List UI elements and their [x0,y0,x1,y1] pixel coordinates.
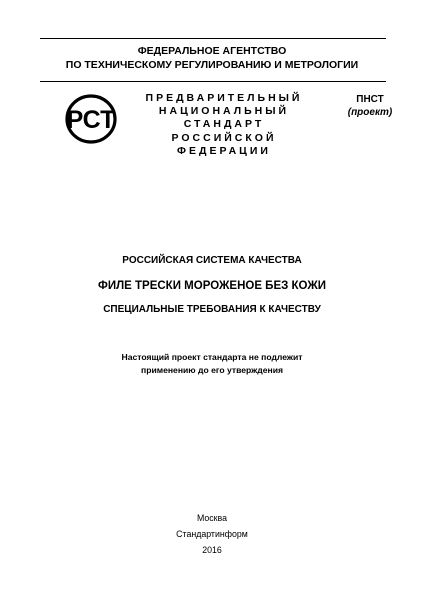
imprint [0,510,424,558]
designation-code: ПНСТ [356,94,384,105]
draft-notice [0,351,424,377]
document-title: ФИЛЕ ТРЕСКИ МОРОЖЕНОЕ БЕЗ КОЖИ [98,280,326,292]
standard-type-line-1: ПРЕДВАРИТЕЛЬНЫЙ [145,92,303,104]
standard-type-line-3: СТАНДАРТ [183,118,265,131]
middle-rule [40,81,386,82]
standard-type-line-4: РОССИЙСКОЙ [171,131,277,144]
standard-type-block [112,92,336,158]
imprint-publisher: Стандартинформ [176,529,248,539]
logo-letters: РСТ [66,106,116,134]
agency-line-2: ПО ТЕХНИЧЕСКОМУ РЕГУЛИРОВАНИЮ И МЕТРОЛОГИИ [65,59,359,71]
system-name: РОССИЙСКАЯ СИСТЕМА КАЧЕСТВА [122,255,302,266]
standard-type-line-2: НАЦИОНАЛЬНЫЙ [158,105,290,118]
notice-line-1: Настоящий проект стандарта не подлежит [121,352,303,362]
designation-block [334,93,406,119]
gost-r-logo-icon [64,93,118,145]
agency-header [0,44,424,72]
standard-type-line-5: ФЕДЕРАЦИИ [177,144,271,157]
top-rule [40,38,386,39]
imprint-city: Москва [196,513,228,523]
notice-line-2: применению до его утверждения [141,365,283,375]
agency-line-1: ФЕДЕРАЛЬНОЕ АГЕНТСТВО [137,45,287,57]
imprint-year: 2016 [202,545,222,555]
document-subtitle: СПЕЦИАЛЬНЫЕ ТРЕБОВАНИЯ К КАЧЕСТВУ [103,304,321,315]
designation-status: (проект) [347,107,393,118]
